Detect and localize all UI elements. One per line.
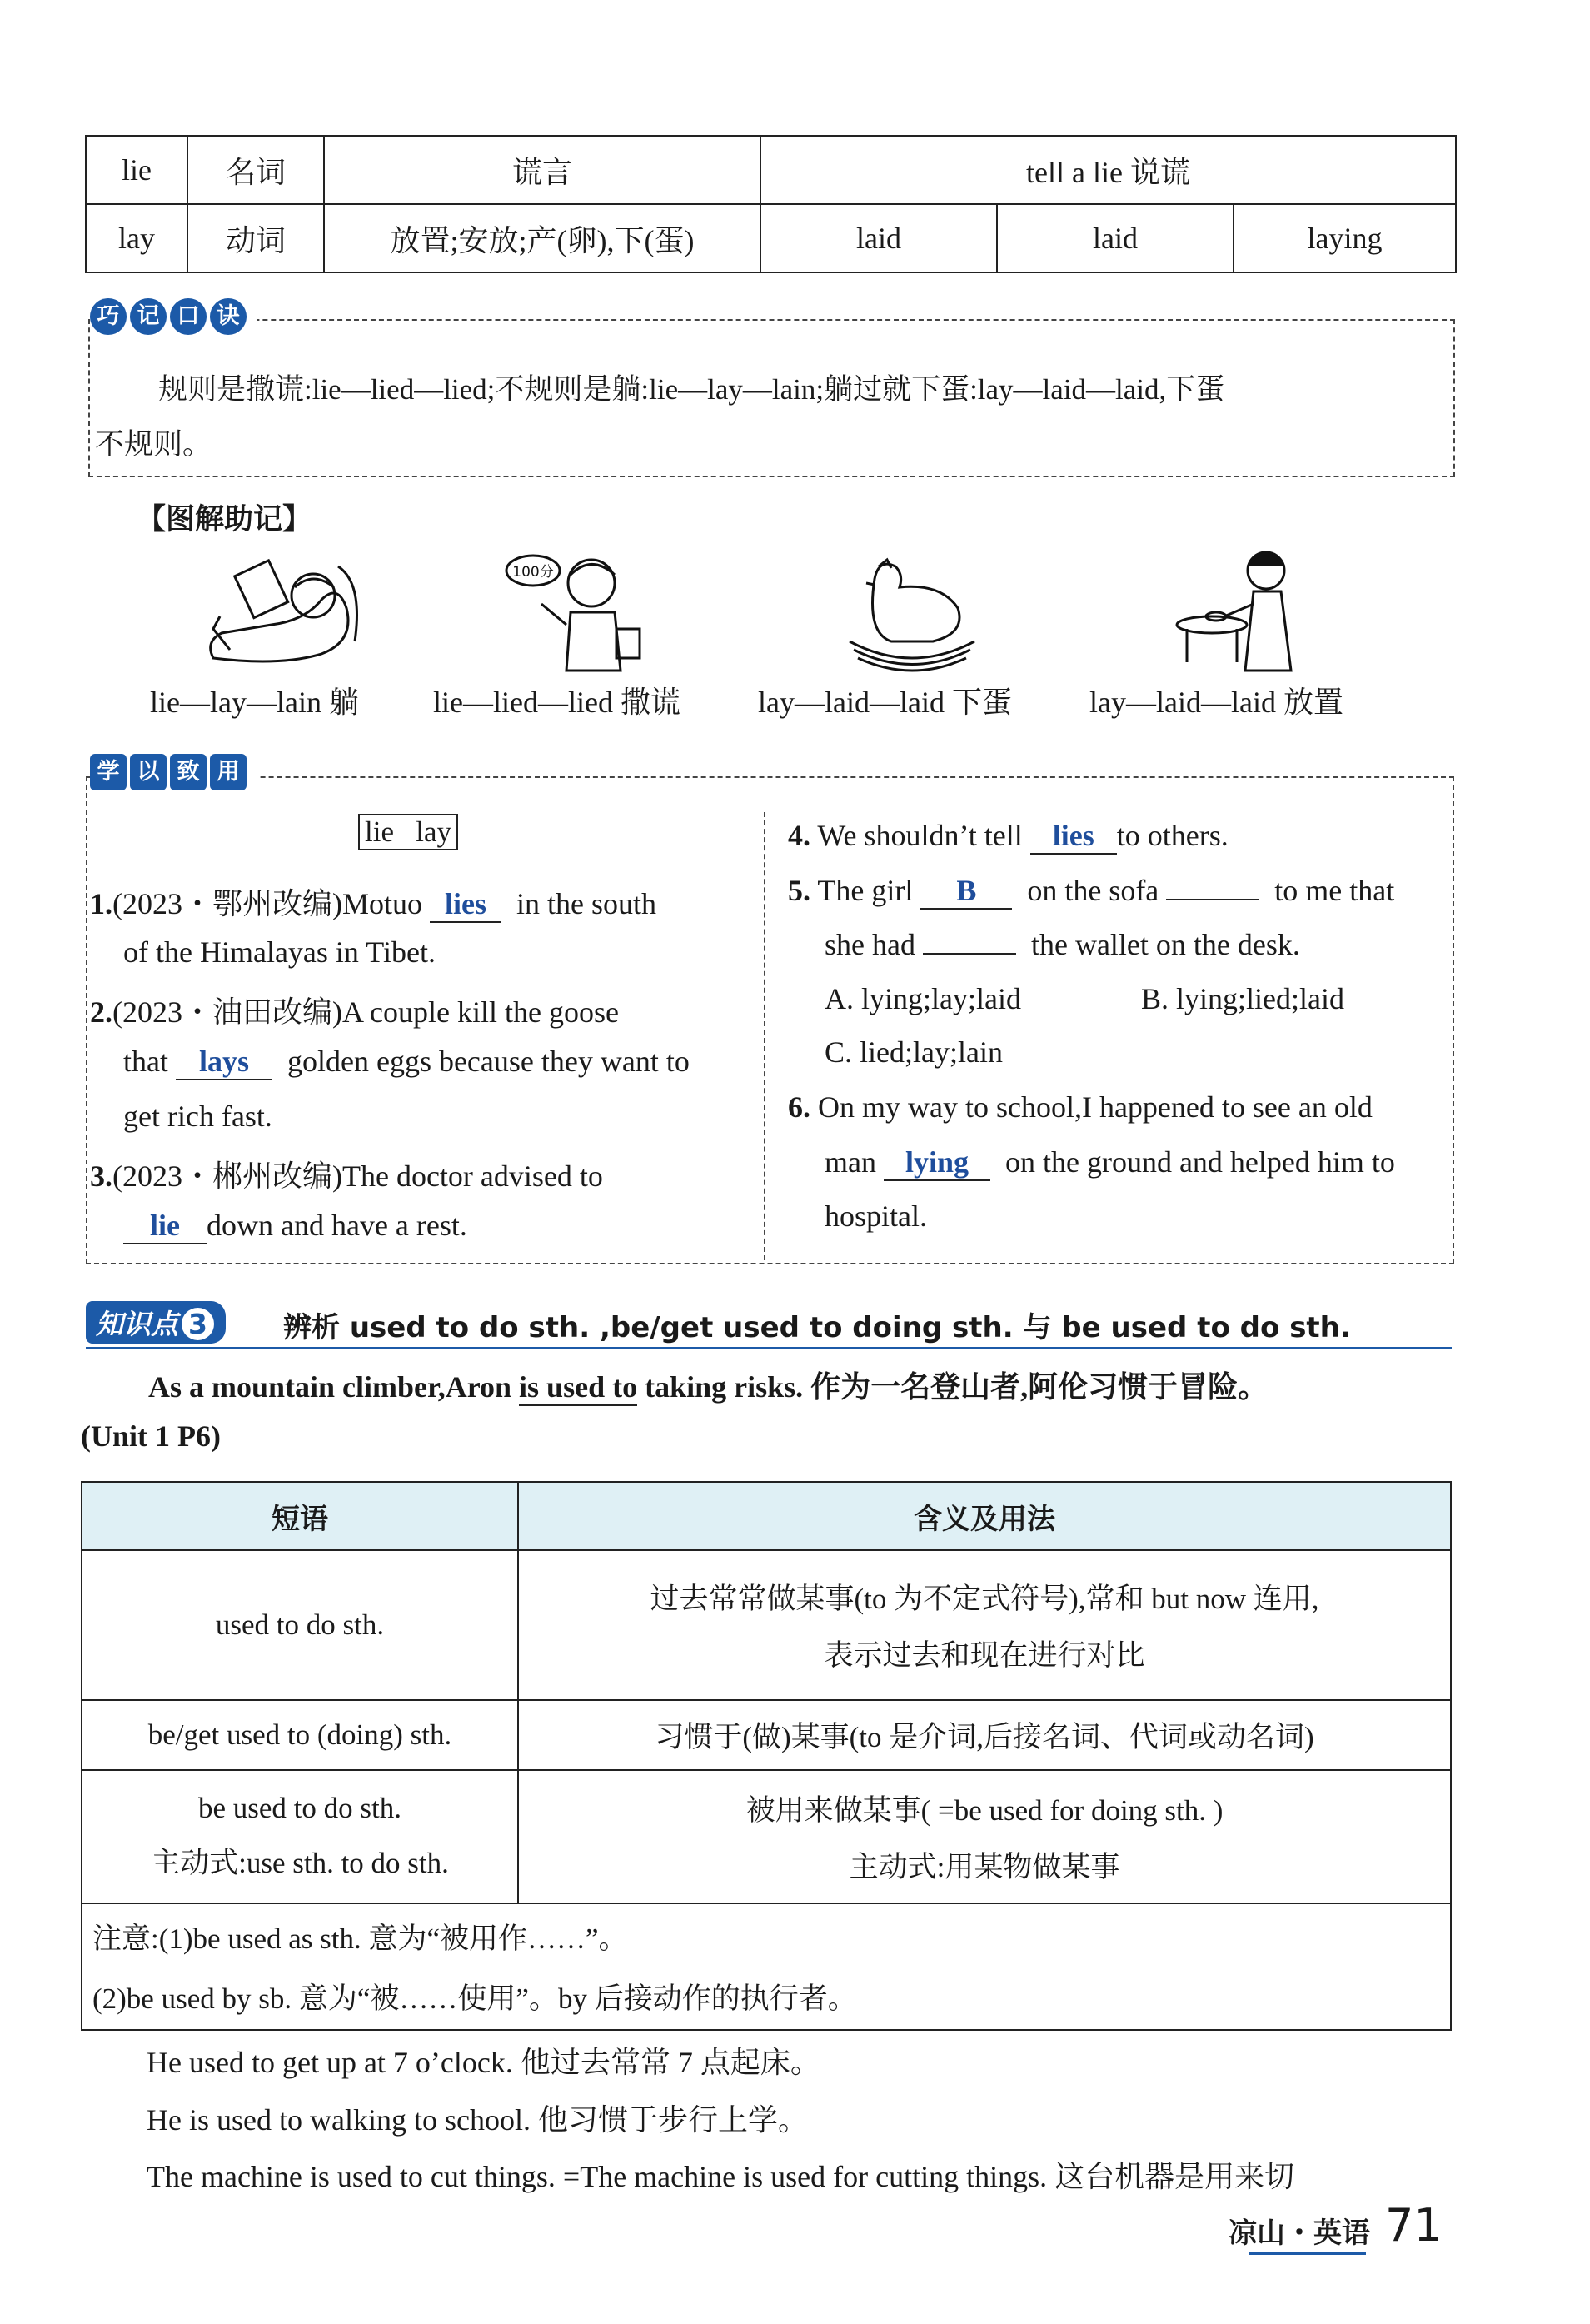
question-text: the wallet on the desk. (1030, 928, 1300, 961)
example-source: (Unit 1 P6) (81, 1419, 221, 1453)
question-text: golden eggs because they want to (287, 1045, 690, 1078)
table-cell (518, 1550, 1451, 1700)
word-box: lie lay (358, 814, 458, 850)
lying-person-illustration (197, 550, 363, 675)
question-5-cont (825, 927, 1300, 962)
table-cell: laid (760, 204, 997, 272)
option-a[interactable]: A. lying;lay;laid (825, 982, 1021, 1015)
answer-blank[interactable]: lie (123, 1209, 207, 1244)
question-number: 1. (90, 887, 112, 920)
table-cell: 谎言 (324, 136, 760, 204)
title-underline (86, 1347, 1452, 1349)
table-cell (518, 1770, 1451, 1903)
example-line: He is used to walking to school. 他习惯于步行上学。 (147, 2103, 808, 2137)
badge-char: 巧 (90, 298, 127, 335)
illustration-caption: lie—lied—lied 撒谎 (433, 686, 680, 719)
question-4 (788, 818, 1229, 855)
question-text: The doctor advised to (341, 1160, 603, 1193)
table-cell: laid (997, 204, 1234, 272)
table-row (86, 136, 1456, 204)
question-source: (2023・油田改编) (112, 995, 342, 1029)
option-b[interactable]: B. lying;lied;laid (1141, 982, 1344, 1015)
question-text: to others. (1116, 819, 1229, 852)
knowledge-badge-label: 知识点 (96, 1308, 178, 1340)
table-cell: 放置;安放;产(卵),下(蛋) (324, 204, 760, 272)
question-text: A couple kill the goose (341, 995, 619, 1029)
question-number: 6. (788, 1090, 810, 1124)
cell-line: be used to do sth. (197, 1792, 401, 1824)
example-sentence (148, 1364, 1268, 1406)
question-text: to me that (1274, 874, 1395, 907)
option-c[interactable]: C. lied;lay;lain (825, 1035, 1003, 1069)
question-2 (90, 989, 619, 1031)
question-2-cont: get rich fast. (123, 1100, 272, 1133)
question-3-cont (123, 1208, 467, 1244)
question-number: 2. (90, 995, 112, 1029)
badge-char: 记 (130, 298, 167, 335)
question-5 (788, 873, 1394, 910)
question-number: 3. (90, 1160, 112, 1193)
illustration-caption: lay—laid—laid 下蛋 (758, 686, 1012, 719)
question-text: on the ground and helped him to (1004, 1145, 1395, 1179)
column-divider (764, 812, 765, 1260)
question-text: Motuo (341, 887, 422, 920)
answer-blank[interactable]: lies (1030, 820, 1117, 855)
example-highlight: is used to (519, 1370, 637, 1406)
example-text: As a mountain climber,Aron (148, 1370, 520, 1404)
table-row (82, 1550, 1451, 1700)
table-cell: 习惯于(做)某事(to 是介词,后接名词、代词或动名词) (518, 1700, 1451, 1770)
mnemonic-badge (90, 298, 257, 335)
table-header: 短语 (82, 1482, 518, 1550)
question-1-cont: of the Himalayas in Tibet. (123, 935, 436, 969)
table-cell: lie (86, 136, 187, 204)
question-text: We shouldn’t tell (817, 819, 1023, 852)
cell-line: 过去常常做某事(to 为不定式符号),常和 but now 连用, (650, 1583, 1319, 1615)
table-header: 含义及用法 (518, 1482, 1451, 1550)
question-source: (2023・郴州改编) (112, 1160, 342, 1193)
question-2-cont (123, 1044, 690, 1080)
table-cell: used to do sth. (82, 1550, 518, 1700)
table-cell: 名词 (187, 136, 324, 204)
question-6-cont: hospital. (825, 1199, 927, 1233)
question-text: she had (825, 928, 915, 961)
badge-char: 诀 (210, 298, 247, 335)
note-line: (2)be used by sb. 意为“被……使用”。by 后接动作的执行者。 (92, 1982, 857, 2015)
table-cell: laying (1234, 204, 1456, 272)
example-text: taking risks. 作为一名登山者,阿伦习惯于冒险。 (637, 1370, 1269, 1404)
table-row (82, 1903, 1451, 2030)
question-text: The girl (817, 874, 914, 907)
answer-blank[interactable] (1166, 899, 1259, 900)
table-row (86, 204, 1456, 272)
badge-char: 学 (90, 754, 127, 790)
table-cell: tell a lie 说谎 (760, 136, 1456, 204)
note-line: 注意:(1)be used as sth. 意为“被用作……”。 (92, 1923, 628, 1955)
cell-line: 表示过去和现在进行对比 (824, 1639, 1145, 1672)
bubble-text: 100分 (512, 564, 554, 581)
badge-char: 口 (170, 298, 207, 335)
question-6 (788, 1090, 1373, 1125)
table-row (82, 1770, 1451, 1903)
question-3 (90, 1153, 603, 1195)
question-number: 5. (788, 874, 810, 907)
verb-forms-table (85, 135, 1457, 273)
question-number: 4. (788, 819, 810, 852)
answer-blank[interactable]: B (920, 875, 1012, 910)
cell-line: 主动式:use sth. to do sth. (151, 1847, 449, 1879)
example-line: He used to get up at 7 o’clock. 他过去常常 7 点起床。 (147, 2046, 820, 2079)
badge-char: 以 (130, 754, 167, 790)
question-source: (2023・鄂州改编) (112, 887, 342, 920)
page-number: 71 (1385, 2199, 1443, 2252)
question-text: On my way to school,I happened to see an old (818, 1090, 1373, 1124)
table-cell (82, 1770, 518, 1903)
lying-boy-illustration (500, 546, 650, 679)
answer-blank[interactable]: lies (430, 888, 501, 923)
table-cell: lay (86, 204, 187, 272)
usage-table (81, 1481, 1452, 2031)
mnemonic-line-2: 不规则。 (95, 428, 212, 461)
example-line: The machine is used to cut things. =The machine is used for cutting things. 这台机器是用来切 (147, 2160, 1295, 2193)
mnemonic-line-1: 规则是撒谎:lie—lied—lied;不规则是躺:lie—lay—lain;躺过就下蛋:lay—laid—laid,下蛋 (158, 373, 1225, 406)
cell-line: 主动式:用某物做某事 (849, 1851, 1120, 1883)
practice-badge (90, 754, 257, 790)
question-6-cont (825, 1145, 1395, 1181)
knowledge-title: 辨析 used to do sth. ,be/get used to doing sth. 与 be used to do sth. (283, 1311, 1351, 1344)
cell-line: 被用来做某事( =be used for doing sth. ) (745, 1794, 1224, 1827)
knowledge-badge-number: 3 (182, 1308, 214, 1340)
table-row (82, 1700, 1451, 1770)
woman-table-illustration (1174, 546, 1316, 679)
illustration-heading: 【图解助记】 (137, 503, 312, 536)
answer-blank[interactable]: lying (884, 1146, 990, 1181)
footer-label: 凉山・英语 (1229, 2217, 1370, 2250)
question-text: on the sofa (1027, 874, 1159, 907)
badge-char: 致 (170, 754, 207, 790)
footer-underline (1249, 2252, 1366, 2255)
table-cell: be/get used to (doing) sth. (82, 1700, 518, 1770)
badge-char: 用 (210, 754, 247, 790)
table-cell: 动词 (187, 204, 324, 272)
answer-blank[interactable]: lays (176, 1045, 272, 1080)
illustration-caption: lay—laid—laid 放置 (1089, 686, 1343, 719)
hen-illustration (841, 550, 983, 675)
question-1 (90, 880, 656, 923)
table-note-cell (82, 1903, 1451, 2030)
answer-blank[interactable] (923, 953, 1016, 955)
question-text: down and have a rest. (207, 1209, 467, 1242)
table-header-row (82, 1482, 1451, 1550)
question-text: in the south (516, 887, 656, 920)
knowledge-badge (86, 1301, 226, 1344)
illustration-caption: lie—lay—lain 躺 (150, 686, 359, 719)
question-text: that (123, 1045, 168, 1078)
question-text: man (825, 1145, 876, 1179)
